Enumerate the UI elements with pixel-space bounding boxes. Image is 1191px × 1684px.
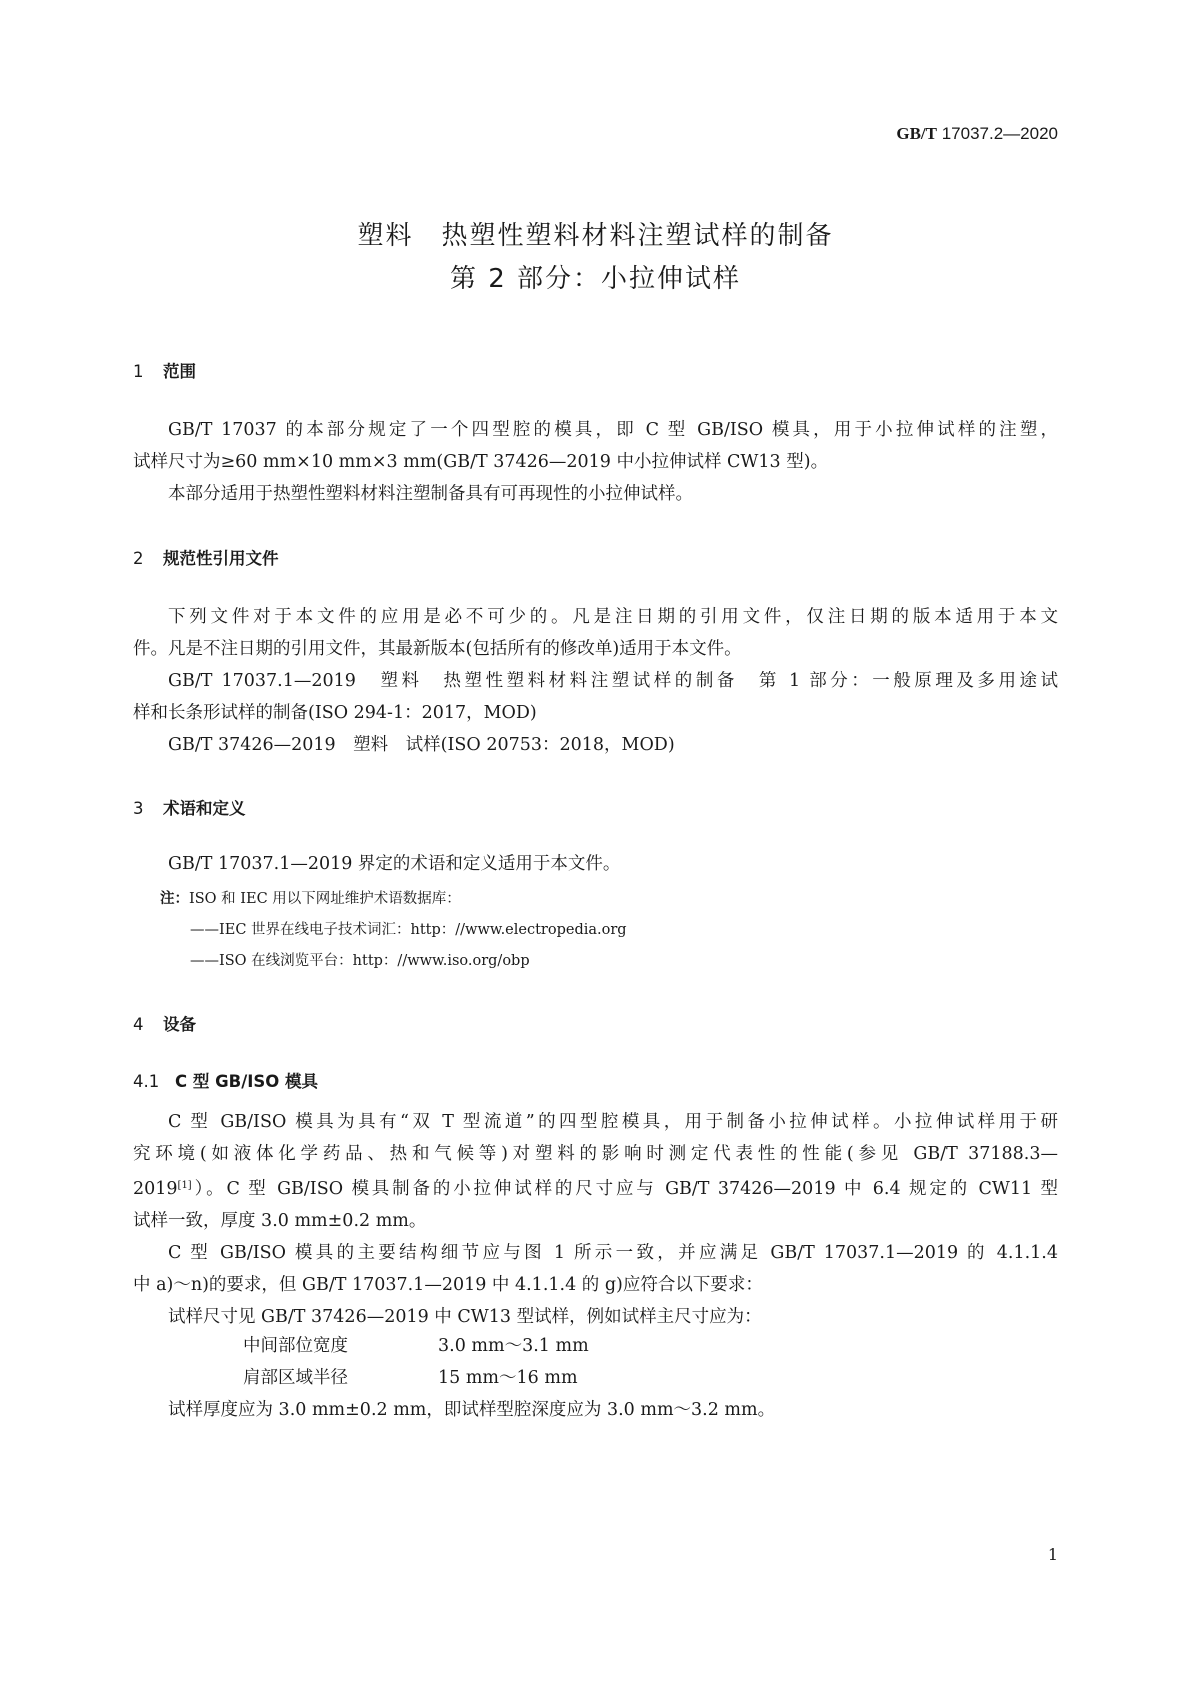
note-label: 注： [160, 891, 189, 907]
note-text: ISO 和 IEC 用以下网址维护术语数据库： [189, 891, 461, 907]
reference-item: GB/T 17037.1—2019 塑料 热塑性塑料材料注塑试样的制备 第 1 部分：一般原理及多用途试 [168, 671, 1058, 691]
terms-paragraph: GB/T 17037.1—2019 界定的术语和定义适用于本文件。 [168, 854, 621, 874]
text-line: 究环境(如液体化学药品、热和气候等)对塑料的影响时测定代表性的性能(参见 GB/T 37188.3— [133, 1144, 1058, 1164]
section-number: 4 [133, 1015, 144, 1034]
section-title: 设备 [163, 1015, 196, 1034]
text-line: 件。凡是不注日期的引用文件，其最新版本(包括所有的修改单)适用于本文件。 [133, 639, 742, 659]
text-line: 下列文件对于本文件的应用是必不可少的。凡是注日期的引用文件，仅注日期的版本适用于本文 [168, 607, 1058, 627]
document-title: 塑料 热塑性塑料材料注塑试样的制备 [357, 221, 834, 251]
dimension-label: 中间部位宽度 [243, 1336, 348, 1356]
references-paragraph [133, 601, 1058, 761]
dimension-value: 15 mm～16 mm [438, 1368, 578, 1388]
subsection-heading-mould [133, 1068, 318, 1092]
section-number: 4.1 [133, 1072, 160, 1091]
scope-paragraph [133, 414, 1058, 510]
section-heading-equipment [133, 1011, 196, 1035]
text-line: 中 a)～n)的要求，但 GB/T 17037.1—2019 中 4.1.1.4 的 g)应符合以下要求： [133, 1275, 763, 1295]
reference-item: GB/T 37426—2019 塑料 试样(ISO 20753：2018，MOD) [168, 735, 675, 755]
text-line: GB/T 17037 的本部分规定了一个四型腔的模具，即 C 型 GB/ISO 模具，用于小拉伸试样的注塑， [168, 420, 1058, 440]
text-line [133, 1170, 1058, 1205]
document-subtitle: 第 2 部分：小拉伸试样 [449, 264, 742, 294]
text-line: 样和长条形试样的制备(ISO 294-1：2017，MOD) [133, 703, 537, 723]
standard-code: 17037.2—2020 [941, 124, 1058, 143]
section-heading-references [133, 545, 279, 569]
text-line: C 型 GB/ISO 模具的主要结构细节应与图 1 所示一致，并应满足 GB/T 17037.1—2019 的 4.1.1.4 [168, 1243, 1058, 1263]
page-number: 1 [1047, 1545, 1058, 1564]
dimension-label: 肩部区域半径 [243, 1368, 348, 1388]
section-title: 范围 [163, 362, 196, 381]
note-item-iso: ——ISO 在线浏览平台：http：//www.iso.org/obp [190, 953, 530, 969]
dimension-value: 3.0 mm～3.1 mm [438, 1336, 589, 1356]
note-item-iec: ——IEC 世界在线电子技术词汇：http：//www.electropedia.org [190, 922, 627, 938]
text-line: 本部分适用于热塑性塑料材料注塑制备具有可再现性的小拉伸试样。 [168, 484, 693, 504]
standard-number [896, 124, 1058, 144]
thickness-paragraph: 试样厚度应为 3.0 mm±0.2 mm，即试样型腔深度应为 3.0 mm～3.2 mm。 [168, 1400, 776, 1420]
text-fragment: ）。C 型 GB/ISO 模具制备的小拉伸试样的尺寸应与 GB/T 37426—2019 中 6.4 规定的 CW11 型 [191, 1179, 1058, 1199]
citation-year: 2019 [133, 1179, 178, 1199]
text-line: C 型 GB/ISO 模具为具有“双 T 型流道”的四型腔模具，用于制备小拉伸试样。小拉伸试样用于研 [168, 1112, 1058, 1132]
section-number: 1 [133, 362, 144, 381]
mould-paragraph [133, 1106, 1058, 1333]
section-title: 规范性引用文件 [163, 549, 279, 568]
terms-note [160, 887, 461, 908]
section-heading-terms [133, 795, 246, 819]
section-title: 术语和定义 [163, 799, 246, 818]
section-number: 3 [133, 799, 144, 818]
text-line: 试样尺寸见 GB/T 37426—2019 中 CW13 型试样，例如试样主尺寸应为： [168, 1307, 762, 1327]
text-line: 试样一致，厚度 3.0 mm±0.2 mm。 [133, 1211, 427, 1231]
standard-prefix: GB/T [896, 124, 937, 143]
section-number: 2 [133, 549, 144, 568]
section-title: C 型 GB/ISO 模具 [175, 1072, 319, 1091]
citation-ref: [1] [177, 1180, 192, 1191]
section-heading-scope [133, 358, 196, 382]
text-line: 试样尺寸为≥60 mm×10 mm×3 mm(GB/T 37426—2019 中小拉伸试样 CW13 型)。 [133, 452, 829, 472]
